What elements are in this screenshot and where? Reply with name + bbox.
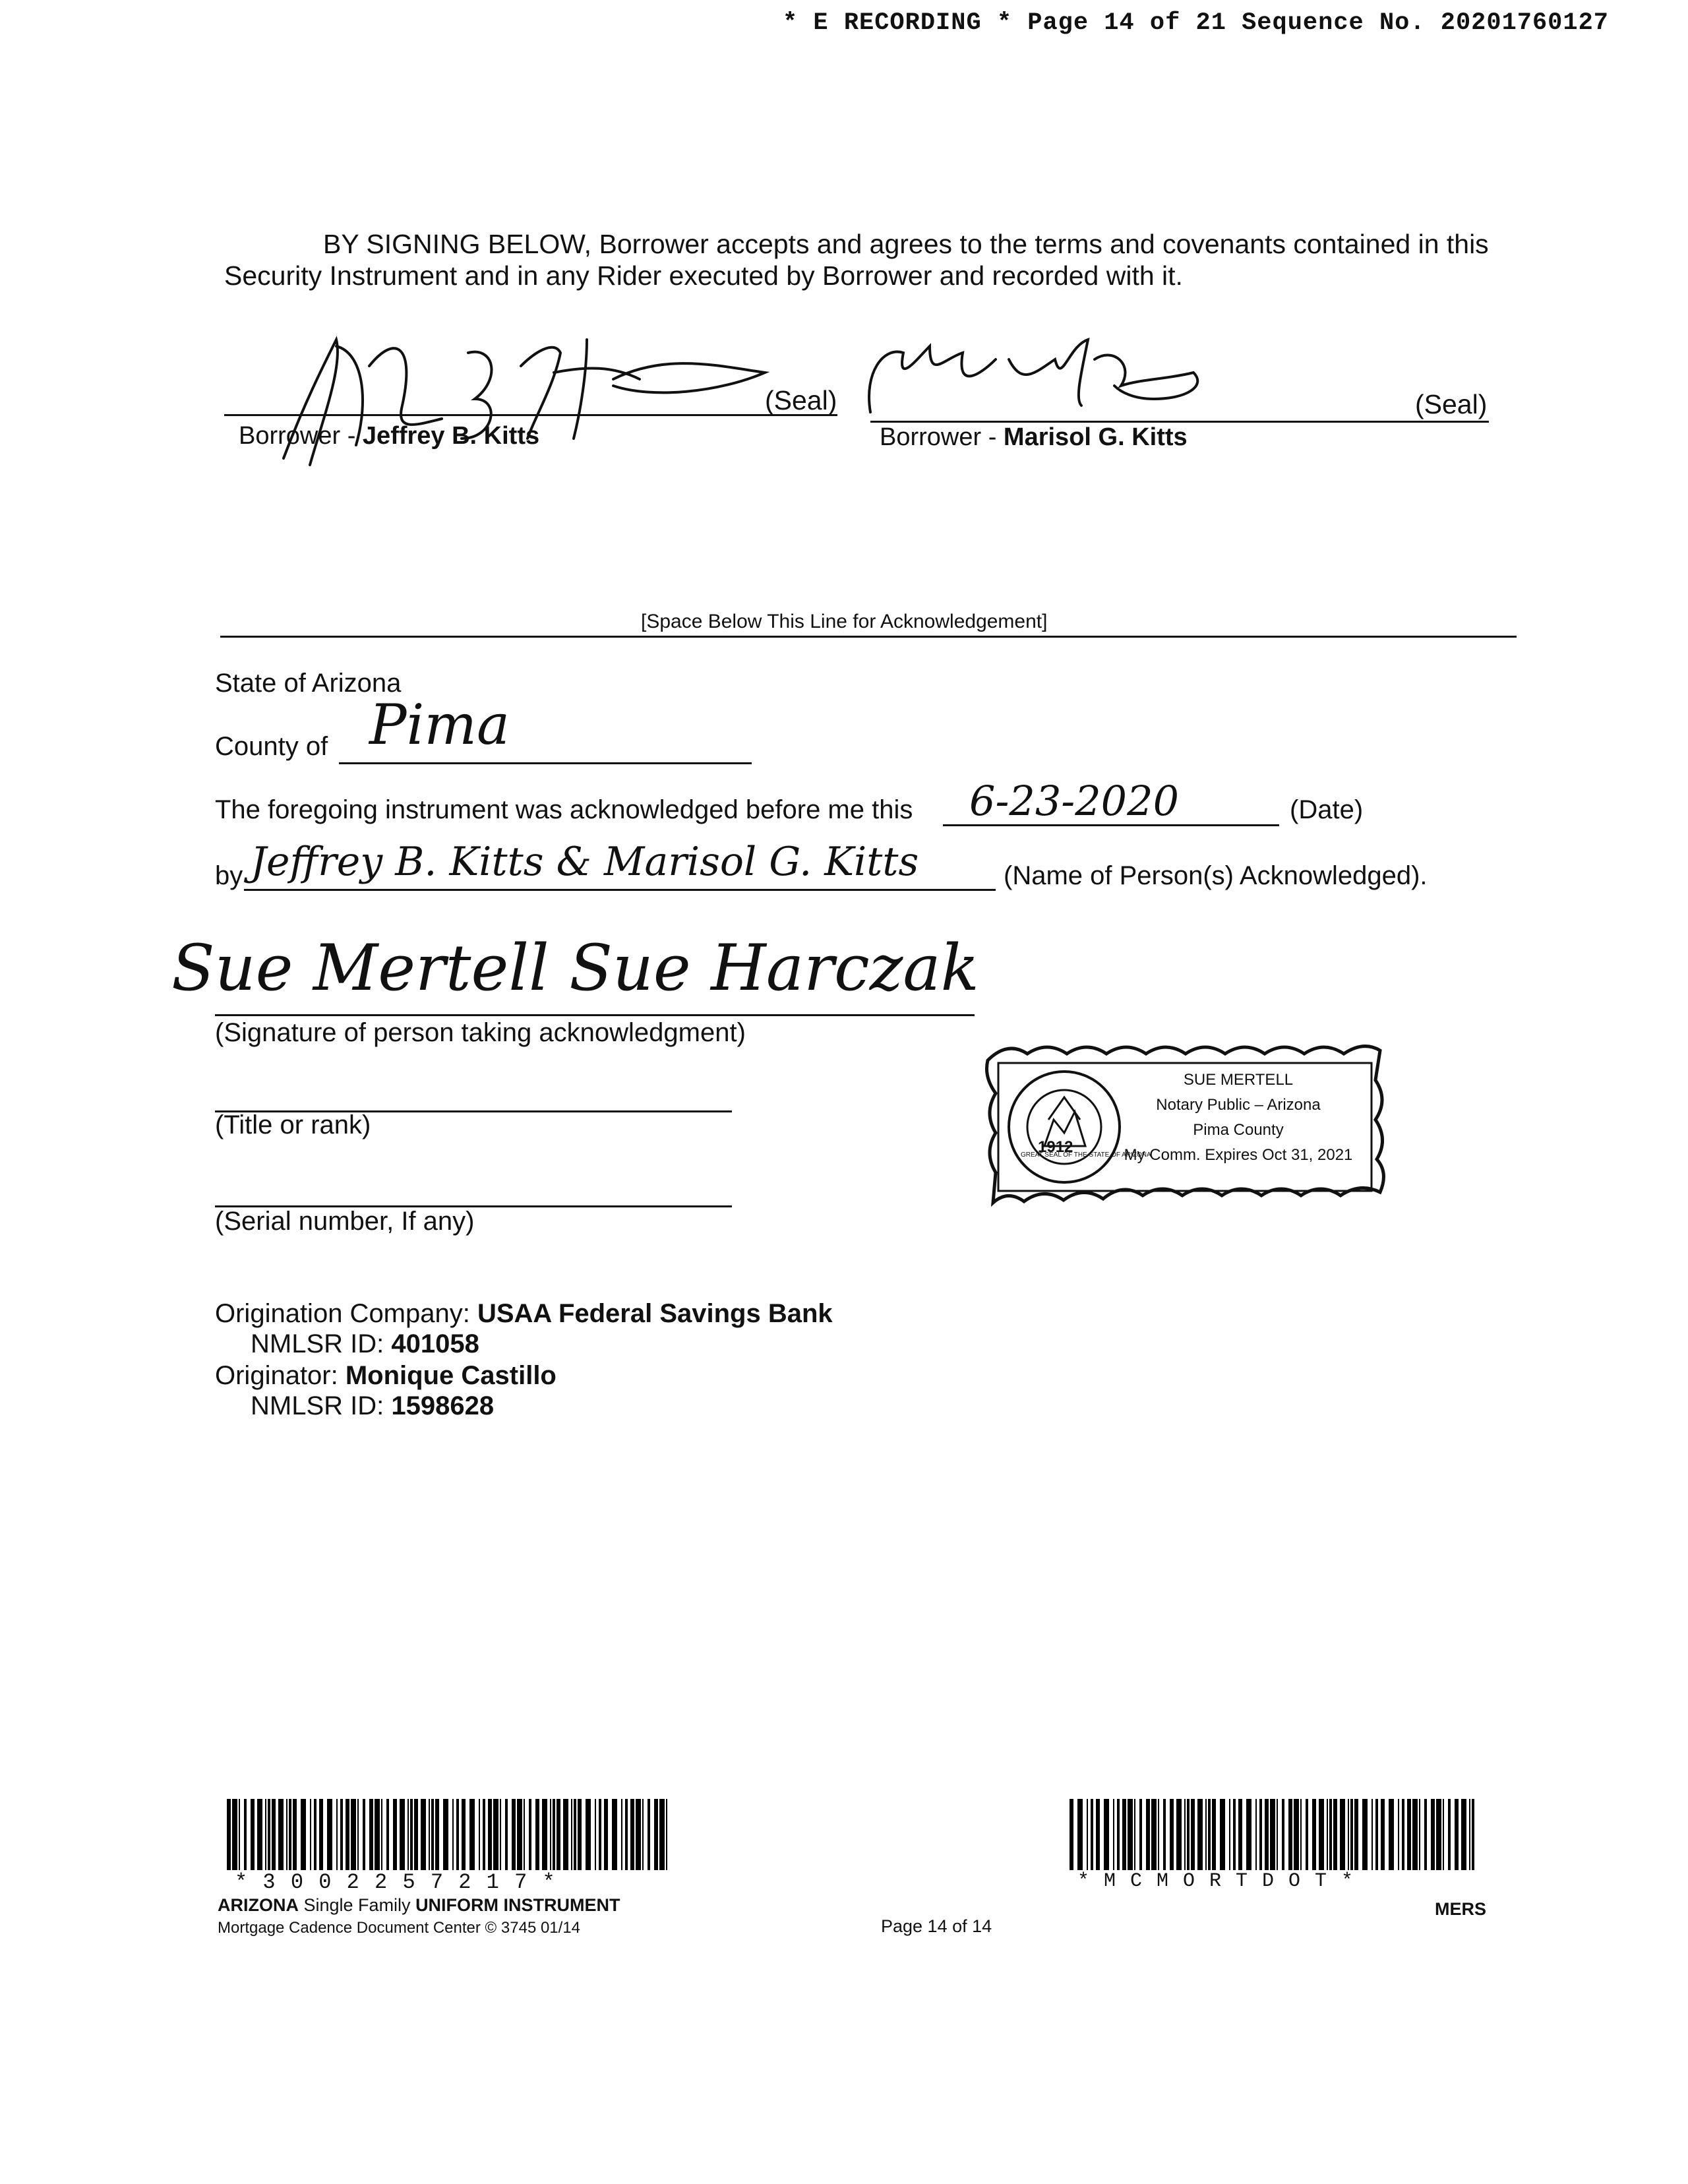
barcode-bar	[1419, 1799, 1420, 1870]
barcode-bar	[488, 1799, 492, 1870]
signing-statement-text: BY SIGNING BELOW, Borrower accepts and agrees to the terms and covenants contained in this Security Instrument and in any Rider executed by Borrower and recorded with it.	[224, 229, 1489, 291]
barcode-bar	[1255, 1799, 1257, 1870]
barcode-bar	[1300, 1799, 1302, 1870]
barcode-bar	[612, 1799, 617, 1870]
page-number: Page 14 of 14	[881, 1916, 992, 1936]
barcode-bar	[1472, 1799, 1474, 1870]
county-value: Pima	[369, 692, 510, 757]
mers-barcode	[1070, 1799, 1478, 1870]
barcode-bar	[381, 1799, 382, 1870]
barcode-bar	[340, 1799, 343, 1870]
barcode-bar	[469, 1799, 475, 1870]
state-label: State of Arizona	[215, 669, 402, 698]
barcode-bar	[1294, 1799, 1299, 1870]
barcode-bar	[1448, 1799, 1451, 1870]
barcode-bar	[1350, 1799, 1353, 1870]
barcode-bar	[1212, 1799, 1216, 1870]
barcode-bar	[431, 1799, 434, 1870]
barcode-bar	[310, 1799, 311, 1870]
barcode-bar	[407, 1799, 409, 1870]
barcode-bar	[393, 1799, 397, 1870]
barcode-bar	[346, 1799, 349, 1870]
barcode-bar	[493, 1799, 498, 1870]
barcode-bar	[1229, 1799, 1230, 1870]
barcode-bar	[1134, 1799, 1135, 1870]
barcode-bar	[1146, 1799, 1150, 1870]
barcode-bar	[1277, 1799, 1278, 1870]
barcode-bar	[535, 1799, 539, 1870]
barcode-bar	[239, 1799, 240, 1870]
name-suffix: (Name of Person(s) Acknowledged).	[1004, 861, 1428, 890]
by-label: by	[215, 861, 243, 890]
barcode-bar	[1151, 1799, 1157, 1870]
barcode-bar	[563, 1799, 568, 1870]
barcode-bar	[1259, 1799, 1262, 1870]
county-line	[339, 762, 752, 764]
borrower1-name: Jeffrey B. Kitts	[362, 422, 540, 450]
barcode-bar	[1381, 1799, 1385, 1870]
names-line	[244, 889, 996, 891]
barcode-bar	[1170, 1799, 1174, 1870]
barcode-bar	[1469, 1799, 1470, 1870]
borrower2-seal-label: (Seal)	[1415, 389, 1488, 419]
barcode-bar	[314, 1799, 316, 1870]
notary-signature: Sue Mertell Sue Harczak	[171, 931, 979, 1005]
notary-title: Notary Public – Arizona	[1156, 1096, 1321, 1114]
mers-label: MERS	[1435, 1899, 1487, 1919]
signing-statement	[224, 228, 1497, 291]
borrower1-seal-label: (Seal)	[765, 385, 837, 415]
barcode-bar	[265, 1799, 266, 1870]
barcode-bar	[505, 1799, 508, 1870]
barcode-bar	[1327, 1799, 1328, 1870]
barcode-bar	[336, 1799, 338, 1870]
barcode-bar	[1197, 1799, 1203, 1870]
notary-signature-line	[215, 1014, 975, 1016]
company-nmlsr: NMLSR ID: 401058	[251, 1329, 479, 1358]
barcode-bar	[1128, 1799, 1133, 1870]
form-source: Mortgage Cadence Document Center © 3745 01/14	[218, 1919, 581, 1937]
borrower1-caption: Borrower - Jeffrey B. Kitts	[239, 422, 540, 450]
barcode-bar	[666, 1799, 667, 1870]
loan-barcode	[227, 1799, 673, 1870]
barcode-bar	[1455, 1799, 1459, 1870]
barcode-bar	[654, 1799, 658, 1870]
barcode-bar	[1354, 1799, 1358, 1870]
barcode-bar	[524, 1799, 525, 1870]
barcode-bar	[452, 1799, 454, 1870]
date-value: 6-23-2020	[969, 777, 1180, 825]
barcode-bar	[550, 1799, 551, 1870]
barcode-bar	[1333, 1799, 1337, 1870]
barcode-bar	[1233, 1799, 1236, 1870]
barcode-bar	[483, 1799, 485, 1870]
foregoing-label: The foregoing instrument was acknowledged before me this	[215, 795, 913, 824]
originator-nmlsr: NMLSR ID: 1598628	[251, 1391, 495, 1420]
barcode-bar	[586, 1799, 591, 1870]
barcode-bar	[529, 1799, 531, 1870]
barcode-bar	[289, 1799, 291, 1870]
barcode-bar	[642, 1799, 644, 1870]
barcode-bar	[1096, 1799, 1100, 1870]
barcode-bar	[630, 1799, 634, 1870]
barcode-bar	[456, 1799, 459, 1870]
barcode-bar	[1208, 1799, 1211, 1870]
barcode-bar	[1362, 1799, 1368, 1870]
barcode-bar	[386, 1799, 389, 1870]
loan-barcode-text: * 3 0 0 2 2 5 7 2 1 7 *	[235, 1870, 557, 1895]
barcode-bar	[272, 1799, 276, 1870]
notary-county: Pima County	[1193, 1121, 1284, 1139]
barcode-bar	[357, 1799, 359, 1870]
barcode-bar	[648, 1799, 650, 1870]
barcode-bar	[1139, 1799, 1142, 1870]
county-label: County of	[215, 732, 328, 761]
serial-label: (Serial number, If any)	[215, 1207, 475, 1236]
origination-company: Origination Company: USAA Federal Savings Bank	[215, 1299, 833, 1328]
barcode-bar	[232, 1799, 237, 1870]
mers-barcode-text: * M C M O R T D O T *	[1077, 1870, 1355, 1893]
barcode-bar	[1306, 1799, 1308, 1870]
date-suffix: (Date)	[1290, 795, 1364, 824]
title-label: (Title or rank)	[215, 1110, 371, 1139]
barcode-bar	[375, 1799, 380, 1870]
barcode-bar	[1238, 1799, 1242, 1870]
borrower2-signature	[857, 333, 1226, 432]
seal-emblem-year: 1912	[1038, 1138, 1073, 1156]
barcode-bar	[1389, 1799, 1394, 1870]
barcode-bar	[1158, 1799, 1159, 1870]
arizona-seal-icon	[1009, 1072, 1151, 1182]
barcode-bar	[1461, 1799, 1466, 1870]
barcode-bar	[1220, 1799, 1225, 1870]
barcode-bar	[1191, 1799, 1195, 1870]
barcode-bar	[363, 1799, 365, 1870]
barcode-bar	[414, 1799, 418, 1870]
barcode-bar	[599, 1799, 601, 1870]
seal-emblem-text: GREAT SEAL OF THE STATE OF ARIZONA	[1021, 1151, 1151, 1159]
barcode-bar	[621, 1799, 622, 1870]
barcode-bar	[625, 1799, 628, 1870]
borrower2-name: Marisol G. Kitts	[1003, 423, 1188, 451]
barcode-bar	[1436, 1799, 1441, 1870]
originator-name: Monique Castillo	[345, 1361, 557, 1390]
borrower1-signature	[244, 326, 785, 478]
barcode-bar	[1431, 1799, 1435, 1870]
by-value: Jeffrey B. Kitts & Marisol G. Kitts	[251, 839, 919, 885]
barcode-bar	[595, 1799, 596, 1870]
barcode-bar	[429, 1799, 430, 1870]
barcode-bar	[443, 1799, 448, 1870]
barcode-bar	[286, 1799, 287, 1870]
notary-name: SUE MERTELL	[1183, 1071, 1294, 1089]
barcode-bar	[421, 1799, 426, 1870]
barcode-bar	[578, 1799, 582, 1870]
signature-label: (Signature of person taking acknowledgment)	[215, 1018, 746, 1047]
barcode-bar	[369, 1799, 373, 1870]
barcode-bar	[1117, 1799, 1120, 1870]
barcode-bar	[574, 1799, 576, 1870]
acknowledgement-divider-line	[220, 636, 1517, 638]
barcode-bar	[1372, 1799, 1373, 1870]
barcode-bar	[462, 1799, 466, 1870]
barcode-bar	[512, 1799, 516, 1870]
barcode-bar	[257, 1799, 262, 1870]
barcode-bar	[557, 1799, 560, 1870]
barcode-bar	[1104, 1799, 1109, 1870]
barcode-bar	[1205, 1799, 1207, 1870]
barcode-bar	[1424, 1799, 1427, 1870]
borrower2-caption: Borrower - Marisol G. Kitts	[880, 423, 1188, 451]
barcode-bar	[1348, 1799, 1349, 1870]
notary-expiry: My Comm. Expires Oct 31, 2021	[1124, 1146, 1353, 1164]
barcode-bar	[500, 1799, 501, 1870]
barcode-bar	[636, 1799, 641, 1870]
barcode-bar	[1187, 1799, 1190, 1870]
origination-company-name: USAA Federal Savings Bank	[477, 1299, 833, 1328]
barcode-bar	[1398, 1799, 1399, 1870]
barcode-bar	[278, 1799, 284, 1870]
barcode-bar	[351, 1799, 356, 1870]
barcode-bar	[435, 1799, 439, 1870]
barcode-bar	[1113, 1799, 1114, 1870]
barcode-bar	[410, 1799, 413, 1870]
barcode-bar	[1282, 1799, 1284, 1870]
barcode-bar	[571, 1799, 572, 1870]
barcode-bar	[1443, 1799, 1444, 1870]
barcode-bar	[1402, 1799, 1404, 1870]
recording-header: * E RECORDING * Page 14 of 21 Sequence No. 20201760127	[783, 9, 1609, 37]
barcode-bar	[319, 1799, 323, 1870]
barcode-bar	[327, 1799, 332, 1870]
barcode-bar	[659, 1799, 665, 1870]
barcode-bar	[1319, 1799, 1324, 1870]
barcode-bar	[400, 1799, 405, 1870]
barcode-bar	[1087, 1799, 1088, 1870]
barcode-bar	[1246, 1799, 1251, 1870]
barcode-bar	[1184, 1799, 1186, 1870]
barcode-bar	[1288, 1799, 1292, 1870]
barcode-bar	[1340, 1799, 1345, 1870]
barcode-bar	[251, 1799, 255, 1870]
barcode-bar	[1312, 1799, 1316, 1870]
barcode-bar	[553, 1799, 555, 1870]
barcode-bar	[604, 1799, 608, 1870]
barcode-bar	[1122, 1799, 1126, 1870]
barcode-bar	[1070, 1799, 1073, 1870]
barcode-bar	[1407, 1799, 1411, 1870]
barcode-bar	[1176, 1799, 1182, 1870]
barcode-bar	[517, 1799, 522, 1870]
barcode-bar	[479, 1799, 480, 1870]
barcode-bar	[1265, 1799, 1269, 1870]
barcode-bar	[1077, 1799, 1083, 1870]
barcode-bar	[301, 1799, 306, 1870]
barcode-bar	[1375, 1799, 1378, 1870]
form-title: ARIZONA Single Family UNIFORM INSTRUMENT	[218, 1895, 620, 1915]
barcode-bar	[1270, 1799, 1275, 1870]
barcode-bar	[1412, 1799, 1418, 1870]
originator: Originator: Monique Castillo	[215, 1361, 557, 1390]
barcode-bar	[227, 1799, 231, 1870]
barcode-bar	[542, 1799, 547, 1870]
barcode-bar	[293, 1799, 297, 1870]
barcode-bar	[1163, 1799, 1166, 1870]
barcode-bar	[1091, 1799, 1093, 1870]
acknowledgement-divider-label: [Space Below This Line for Acknowledgement]	[641, 611, 1048, 632]
barcode-bar	[268, 1799, 270, 1870]
barcode-bar	[244, 1799, 247, 1870]
barcode-bar	[1329, 1799, 1332, 1870]
